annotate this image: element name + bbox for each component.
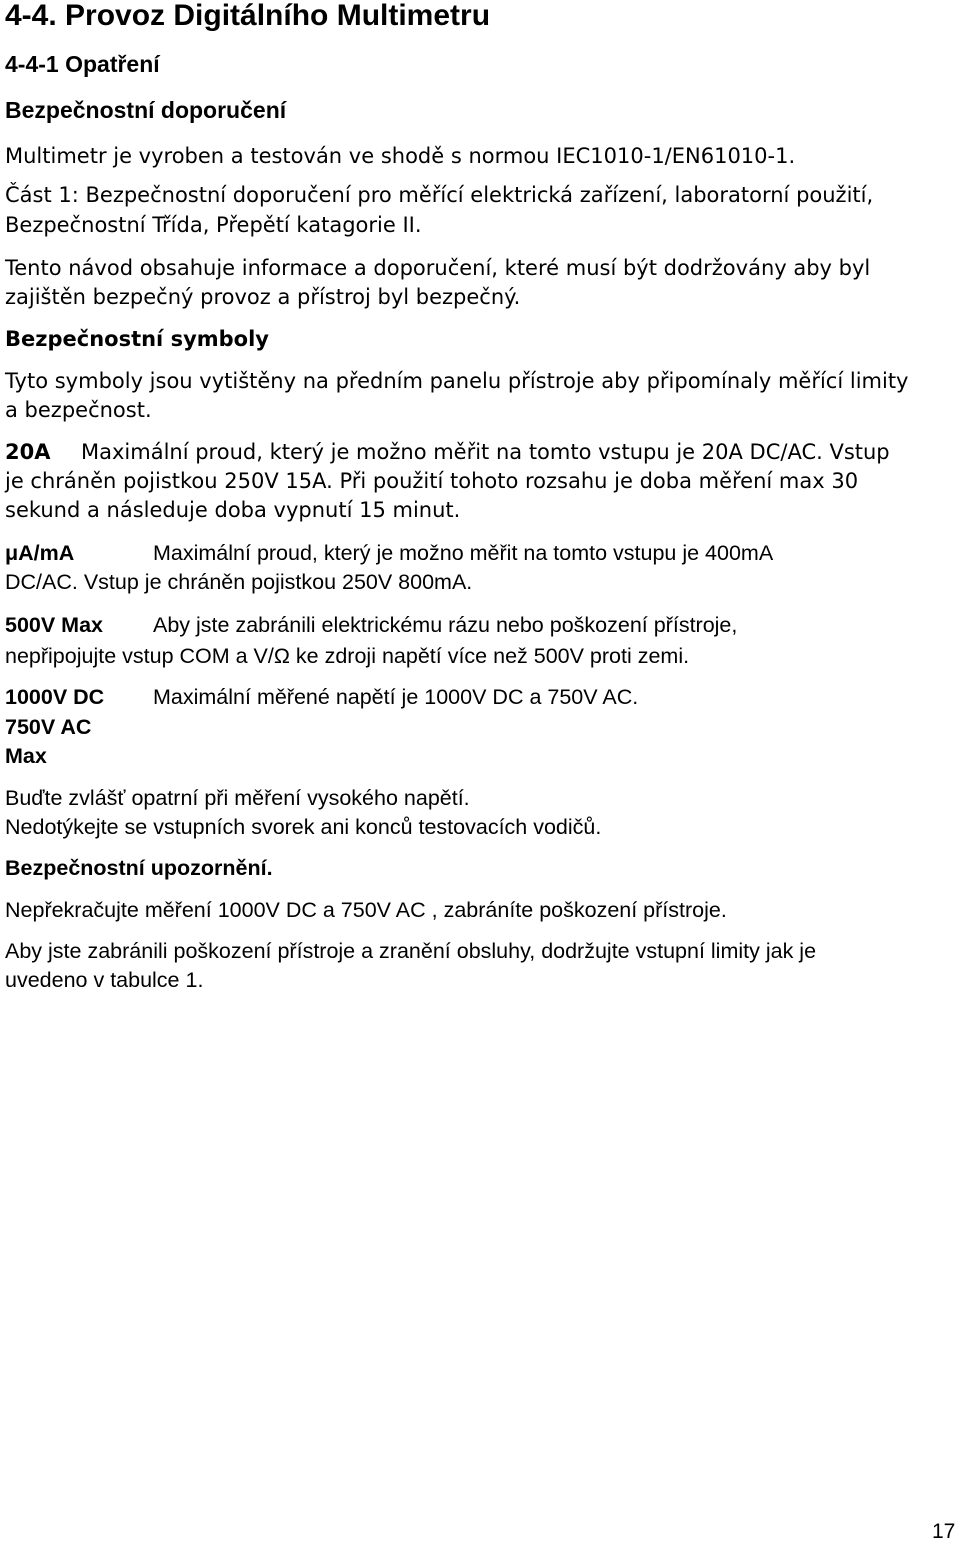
text-line: je chráněn pojistkou 250V 15A. Při použití tohoto rozsahu je doba měření max 30: [5, 469, 859, 493]
section-warning-heading: Bezpečnostní upozornění.: [5, 856, 273, 880]
text-line: DC/AC. Vstup je chráněn pojistkou 250V 800mA.: [5, 570, 473, 594]
text-line: [5, 538, 773, 568]
symbol-label: 1000V DC: [5, 685, 105, 709]
section-safety-heading: Bezpečnostní doporučení: [5, 97, 287, 123]
text-line: sekund a následuje doba vypnutí 15 minut.: [5, 498, 461, 522]
section-symbols-heading: Bezpečnostní symboly: [5, 327, 269, 351]
text-line: Část 1: Bezpečnostní doporučení pro měřící elektrická zařízení, laboratorní použití,: [5, 183, 874, 207]
text-line: uvedeno v tabulce 1.: [5, 968, 204, 992]
symbol-description: Maximální proud, který je možno měřit na tomto vstupu je 20A DC/AC. Vstup: [81, 440, 890, 464]
text-line: Aby jste zabránili poškození přístroje a zranění obsluhy, dodržujte vstupní limity jak je: [5, 939, 817, 963]
text-line: zajištěn bezpečný provoz a přístroj byl bezpečný.: [5, 285, 521, 309]
text-line: [5, 610, 737, 640]
page-heading: 4-4. Provoz Digitálního Multimetru: [5, 0, 491, 32]
subheading: 4-4-1 Opatření: [5, 51, 160, 77]
symbol-description: Aby jste zabránili elektrickému rázu nebo poškození přístroje,: [153, 613, 738, 637]
text-line: Nedotýkejte se vstupních svorek ani konců testovacích vodičů.: [5, 815, 602, 839]
text-line: a bezpečnost.: [5, 398, 152, 422]
page-number: 17: [932, 1520, 956, 1543]
text-line: Bezpečnostní Třída, Přepětí katagorie II.: [5, 213, 422, 237]
symbol-description: Maximální měřené napětí je 1000V DC a 750V AC.: [153, 685, 639, 709]
symbol-label: 750V AC: [5, 715, 92, 739]
text-line: nepřipojujte vstup COM a V/Ω ke zdroji napětí více než 500V proti zemi.: [5, 644, 690, 668]
symbol-label: μA/mA: [5, 541, 75, 565]
text-line: [5, 682, 638, 712]
text-line: Tyto symboly jsou vytištěny na předním panelu přístroje aby připomínaly měřící limity: [5, 369, 909, 393]
text-line: [5, 437, 890, 467]
text-line: Multimetr je vyroben a testován ve shodě s normou IEC1010-1/EN61010-1.: [5, 144, 796, 168]
symbol-label: 20A: [5, 440, 51, 464]
symbol-label: Max: [5, 744, 47, 768]
text-line: Tento návod obsahuje informace a doporučení, které musí být dodržovány aby byl: [5, 256, 871, 280]
symbol-label: 500V Max: [5, 613, 104, 637]
text-line: Buďte zvlášť opatrní při měření vysokého napětí.: [5, 786, 470, 810]
symbol-description: Maximální proud, který je možno měřit na tomto vstupu je 400mA: [153, 541, 774, 565]
para-limit-warning: Nepřekračujte měření 1000V DC a 750V AC , zabráníte poškození přístroje.: [5, 898, 727, 922]
